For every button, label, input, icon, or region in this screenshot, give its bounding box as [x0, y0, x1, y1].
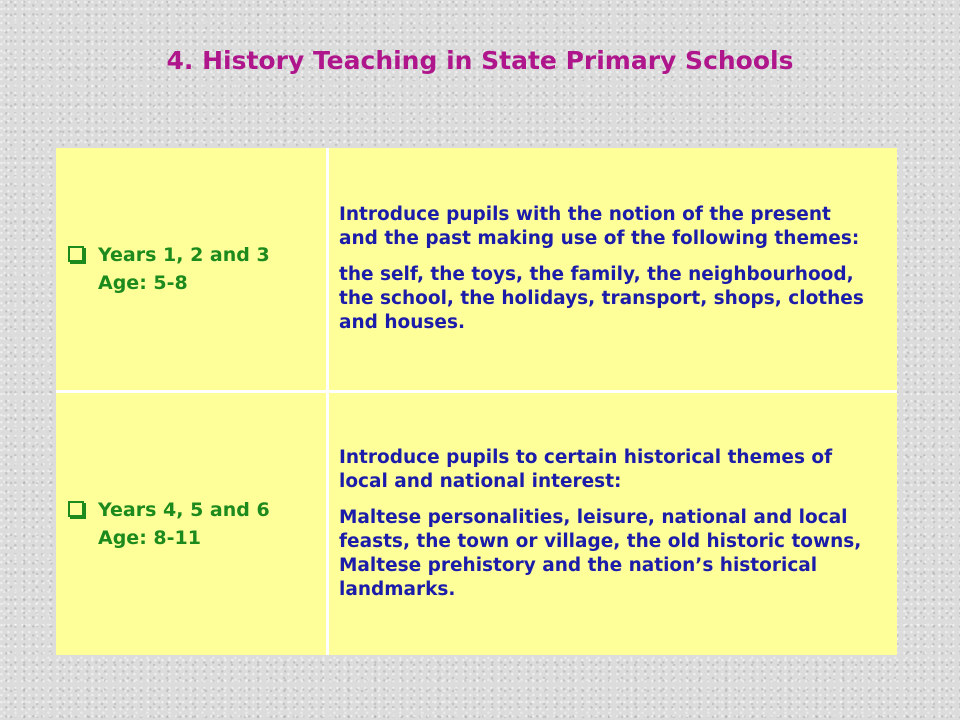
age-label: Age: 5-8	[98, 271, 188, 294]
theme-intro: Introduce pupils to certain historical themes of local and national interest:	[339, 446, 833, 492]
table-row	[56, 391, 897, 655]
years-cell	[56, 391, 328, 655]
years-text	[98, 496, 270, 552]
square-bullet-icon	[68, 501, 84, 517]
years-entry	[56, 496, 326, 552]
theme-cell	[328, 148, 898, 391]
age-label: Age: 8-11	[98, 526, 201, 549]
theme-text	[329, 446, 897, 602]
table-row	[56, 148, 897, 391]
theme-intro: Introduce pupils with the notion of the present and the past making use of the following themes:	[339, 203, 860, 249]
years-entry	[56, 241, 326, 297]
theme-list: Maltese personalities, leisure, national and local feasts, the town or village, the old historic towns, Maltese prehistory and the nation’s historical landmarks.	[339, 506, 862, 600]
curriculum-table	[56, 148, 897, 655]
years-cell	[56, 148, 328, 391]
theme-text	[329, 203, 897, 335]
square-bullet-icon	[68, 246, 84, 262]
theme-cell	[328, 391, 898, 655]
years-label: Years 1, 2 and 3	[98, 243, 270, 266]
years-label: Years 4, 5 and 6	[98, 498, 270, 521]
theme-list: the self, the toys, the family, the neighbourhood, the school, the holidays, transport, shops, clothes and houses.	[339, 263, 864, 333]
years-text	[98, 241, 270, 297]
slide-title: 4. History Teaching in State Primary Schools	[166, 46, 794, 75]
